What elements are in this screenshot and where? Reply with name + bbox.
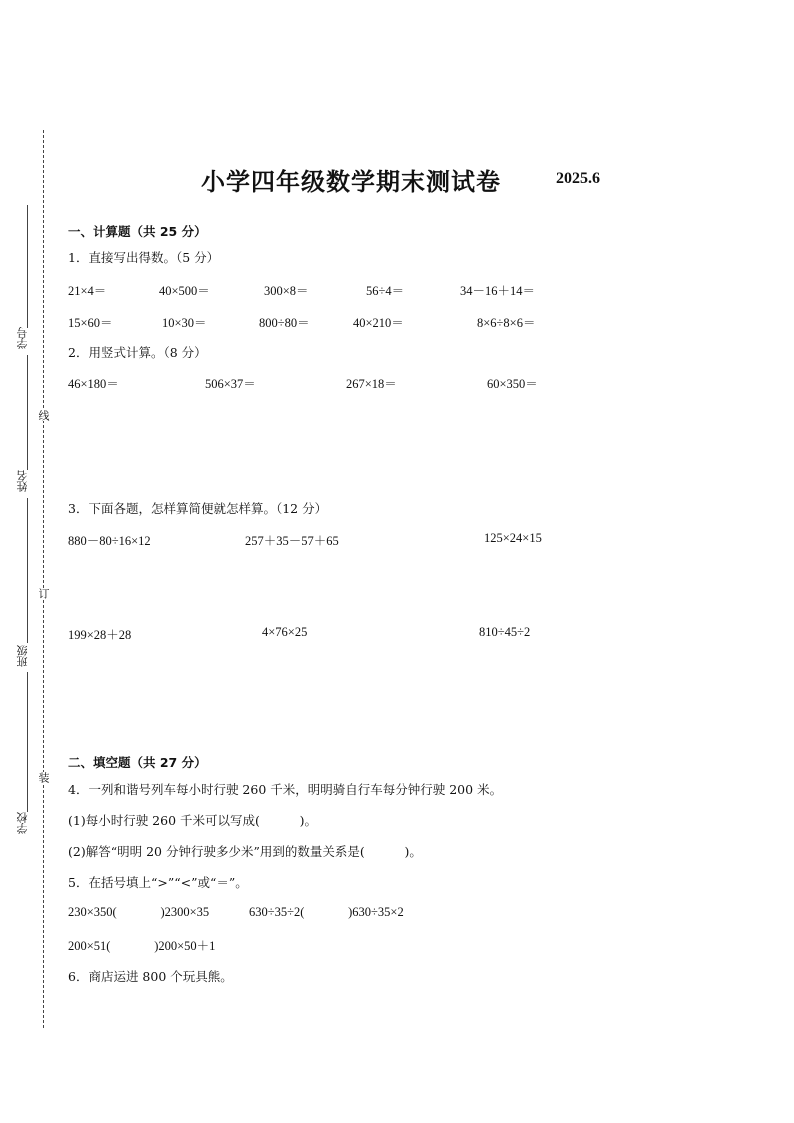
section-heading-calculation: 一、计算题（共 25 分） [68, 224, 207, 239]
expression: 56÷4＝ [366, 284, 405, 298]
question-3-label: 3．下面各题，怎样算简便就怎样算。（12 分） [68, 501, 328, 516]
field-label-name: 姓名 [16, 470, 29, 492]
question-4-sub-2: (2)解答“明明 20 分钟行驶多少米”用到的数量关系是( )。 [68, 844, 422, 859]
field-label-school: 学校 [16, 812, 29, 834]
exam-date: 2025.6 [556, 170, 600, 187]
question-6-label: 6．商店运进 800 个玩具熊。 [68, 969, 233, 984]
expression: 21×4＝ [68, 284, 107, 298]
field-line-name [27, 355, 28, 470]
question-2-label: 2．用竖式计算。（8 分） [68, 345, 207, 360]
field-label-student-id: 学号 [16, 327, 29, 349]
cut-mark-bind: 订 [37, 588, 50, 599]
page-title: 小学四年级数学期末测试卷 [201, 168, 501, 196]
expression: 257＋35－57＋65 [245, 534, 339, 548]
expression: 46×180＝ [68, 377, 119, 391]
expression: 60×350＝ [487, 377, 538, 391]
question-5-label: 5．在括号填上“>”“<”或“＝”。 [68, 875, 248, 890]
expression: 880－80÷16×12 [68, 534, 151, 548]
binding-dashed-line [43, 130, 44, 1028]
expression: 267×18＝ [346, 377, 397, 391]
expression: 506×37＝ [205, 377, 256, 391]
question-4-sub-1: (1)每小时行驶 260 千米可以写成( )。 [68, 813, 317, 828]
field-line-student-id [27, 205, 28, 328]
comparison-item: 230×350( )2300×35 [68, 905, 210, 919]
question-4-label: 4．一列和谐号列车每小时行驶 260 千米，明明骑自行车每分钟行驶 200 米。 [68, 782, 503, 797]
comparison-item: 630÷35÷2( )630÷35×2 [249, 905, 404, 919]
expression: 10×30＝ [162, 316, 207, 330]
cut-mark-staple: 装 [37, 772, 50, 783]
expression: 810÷45÷2 [479, 625, 531, 639]
expression: 34－16＋14＝ [460, 284, 536, 298]
cut-mark-line: 线 [37, 410, 50, 421]
expression: 300×8＝ [264, 284, 309, 298]
question-1-label: 1．直接写出得数。（5 分） [68, 250, 220, 265]
expression: 199×28＋28 [68, 628, 132, 642]
field-line-school [27, 672, 28, 812]
expression: 40×500＝ [159, 284, 210, 298]
expression: 125×24×15 [484, 531, 542, 545]
comparison-item: 200×51( )200×50＋1 [68, 939, 216, 953]
expression: 40×210＝ [353, 316, 404, 330]
field-line-class [27, 498, 28, 643]
expression: 8×6÷8×6＝ [477, 316, 536, 330]
expression: 4×76×25 [262, 625, 308, 639]
expression: 15×60＝ [68, 316, 113, 330]
expression: 800÷80＝ [259, 316, 310, 330]
section-heading-fill-in: 二、填空题（共 27 分） [68, 755, 207, 770]
field-label-class: 班级 [16, 645, 29, 667]
